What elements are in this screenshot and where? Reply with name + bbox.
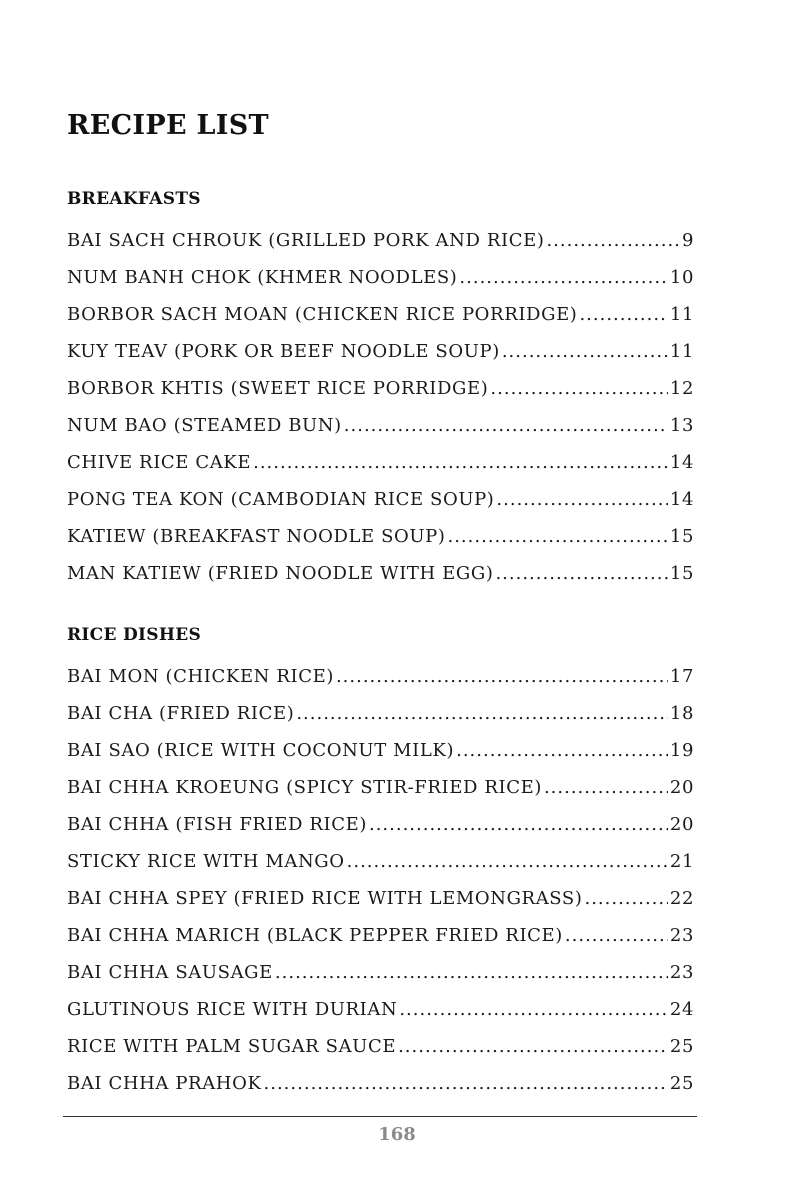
recipe-entry[interactable] bbox=[67, 518, 694, 555]
recipe-page-number: 25 bbox=[669, 1036, 694, 1057]
section-breakfasts bbox=[67, 184, 694, 592]
recipe-title: RICE WITH PALM SUGAR SAUCE bbox=[67, 1036, 397, 1057]
recipe-title: BAI CHHA (FISH FRIED RICE) bbox=[67, 814, 367, 835]
recipe-entry[interactable] bbox=[67, 296, 694, 333]
recipe-title: BAI MON (CHICKEN RICE) bbox=[67, 666, 334, 687]
recipe-page-number: 15 bbox=[669, 526, 694, 547]
section-heading: BREAKFASTS bbox=[67, 189, 201, 209]
dot-leader bbox=[456, 732, 668, 769]
recipe-page-number: 11 bbox=[669, 341, 694, 362]
recipe-title: BAI CHA (FRIED RICE) bbox=[67, 703, 295, 724]
dot-leader bbox=[459, 259, 667, 296]
recipe-entry[interactable] bbox=[67, 333, 694, 370]
recipe-title: CHIVE RICE CAKE bbox=[67, 452, 252, 473]
dot-leader bbox=[495, 555, 667, 592]
recipe-entry[interactable] bbox=[67, 991, 694, 1028]
dot-leader bbox=[565, 917, 668, 954]
recipe-entry[interactable] bbox=[67, 481, 694, 518]
recipe-list bbox=[67, 222, 694, 592]
recipe-entry[interactable] bbox=[67, 444, 694, 481]
recipe-title: BAI SAO (RICE WITH COCONUT MILK) bbox=[67, 740, 455, 761]
recipe-entry[interactable] bbox=[67, 806, 694, 843]
recipe-page-number: 13 bbox=[669, 415, 694, 436]
recipe-page-number: 25 bbox=[669, 1073, 694, 1094]
recipe-entry[interactable] bbox=[67, 370, 694, 407]
recipe-title: NUM BANH CHOK (KHMER NOODLES) bbox=[67, 267, 458, 288]
recipe-entry[interactable] bbox=[67, 658, 694, 695]
recipe-title: KUY TEAV (PORK OR BEEF NOODLE SOUP) bbox=[67, 341, 500, 362]
recipe-page-number: 14 bbox=[669, 452, 694, 473]
recipe-title: BAI CHHA KROEUNG (SPICY STIR-FRIED RICE) bbox=[67, 777, 542, 798]
recipe-entry[interactable] bbox=[67, 1028, 694, 1065]
dot-leader bbox=[253, 444, 668, 481]
recipe-entry[interactable] bbox=[67, 1065, 694, 1102]
recipe-title: KATIEW (BREAKFAST NOODLE SOUP) bbox=[67, 526, 446, 547]
dot-leader bbox=[502, 333, 668, 370]
dot-leader bbox=[336, 658, 668, 695]
dot-leader bbox=[546, 222, 679, 259]
recipe-entry[interactable] bbox=[67, 222, 694, 259]
recipe-page-number: 15 bbox=[669, 563, 694, 584]
dot-leader bbox=[584, 880, 667, 917]
recipe-page-number: 17 bbox=[669, 666, 694, 687]
dot-leader bbox=[496, 481, 667, 518]
recipe-page-number: 22 bbox=[669, 888, 694, 909]
footer-divider bbox=[63, 1116, 697, 1117]
recipe-title: BAI CHHA MARICH (BLACK PEPPER FRIED RICE) bbox=[67, 925, 563, 946]
recipe-page-number: 19 bbox=[669, 740, 694, 761]
dot-leader bbox=[447, 518, 667, 555]
dot-leader bbox=[264, 1065, 668, 1102]
dot-leader bbox=[344, 407, 668, 444]
recipe-title: BAI CHHA PRAHOK bbox=[67, 1073, 262, 1094]
dot-leader bbox=[398, 1028, 668, 1065]
page-number: 168 bbox=[378, 1124, 416, 1145]
recipe-entry[interactable] bbox=[67, 555, 694, 592]
recipe-title: BAI CHHA SAUSAGE bbox=[67, 962, 273, 983]
section-rice-dishes bbox=[67, 620, 694, 1102]
recipe-entry[interactable] bbox=[67, 259, 694, 296]
recipe-page-number: 12 bbox=[669, 378, 694, 399]
dot-leader bbox=[347, 843, 668, 880]
dot-leader bbox=[399, 991, 668, 1028]
recipe-page-number: 11 bbox=[669, 304, 694, 325]
recipe-page-number: 24 bbox=[669, 999, 694, 1020]
recipe-list bbox=[67, 658, 694, 1102]
recipe-title: GLUTINOUS RICE WITH DURIAN bbox=[67, 999, 398, 1020]
recipe-entry[interactable] bbox=[67, 407, 694, 444]
section-heading: RICE DISHES bbox=[67, 625, 202, 645]
recipe-page-number: 10 bbox=[669, 267, 694, 288]
dot-leader bbox=[275, 954, 668, 991]
recipe-page-number: 18 bbox=[669, 703, 694, 724]
recipe-entry[interactable] bbox=[67, 917, 694, 954]
recipe-title: BORBOR SACH MOAN (CHICKEN RICE PORRIDGE) bbox=[67, 304, 578, 325]
recipe-page-number: 23 bbox=[669, 962, 694, 983]
dot-leader bbox=[544, 769, 668, 806]
recipe-title: NUM BAO (STEAMED BUN) bbox=[67, 415, 342, 436]
recipe-title: BAI SACH CHROUK (GRILLED PORK AND RICE) bbox=[67, 230, 545, 251]
dot-leader bbox=[296, 695, 668, 732]
dot-leader bbox=[490, 370, 667, 407]
recipe-title: STICKY RICE WITH MANGO bbox=[67, 851, 345, 872]
recipe-entry[interactable] bbox=[67, 880, 694, 917]
page-title: RECIPE LIST bbox=[67, 110, 269, 141]
recipe-entry[interactable] bbox=[67, 695, 694, 732]
recipe-page-number: 23 bbox=[669, 925, 694, 946]
recipe-page-number: 9 bbox=[681, 230, 694, 251]
recipe-entry[interactable] bbox=[67, 769, 694, 806]
dot-leader bbox=[369, 806, 668, 843]
recipe-title: BORBOR KHTIS (SWEET RICE PORRIDGE) bbox=[67, 378, 489, 399]
recipe-entry[interactable] bbox=[67, 732, 694, 769]
recipe-entry[interactable] bbox=[67, 954, 694, 991]
recipe-page-number: 20 bbox=[669, 814, 694, 835]
recipe-page-number: 20 bbox=[669, 777, 694, 798]
recipe-entry[interactable] bbox=[67, 843, 694, 880]
recipe-title: BAI CHHA SPEY (FRIED RICE WITH LEMONGRASS) bbox=[67, 888, 583, 909]
recipe-title: PONG TEA KON (CAMBODIAN RICE SOUP) bbox=[67, 489, 495, 510]
recipe-title: MAN KATIEW (FRIED NOODLE WITH EGG) bbox=[67, 563, 494, 584]
recipe-page-number: 21 bbox=[669, 851, 694, 872]
dot-leader bbox=[579, 296, 667, 333]
recipe-page-number: 14 bbox=[669, 489, 694, 510]
